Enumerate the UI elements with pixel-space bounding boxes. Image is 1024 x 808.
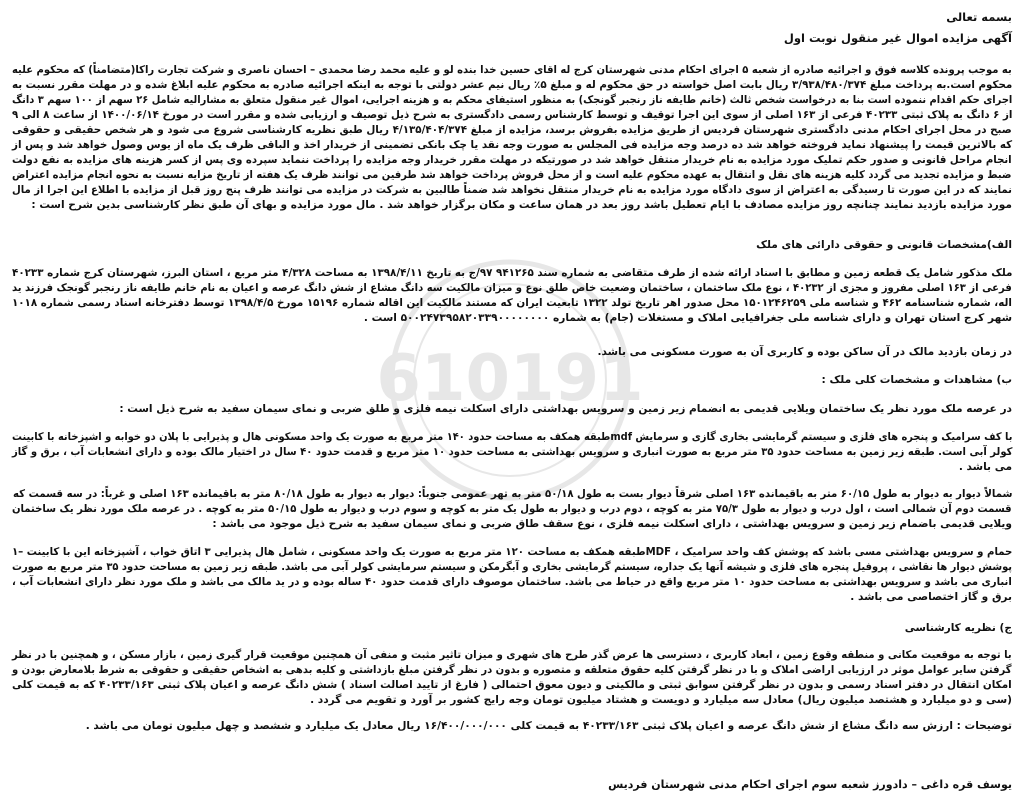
section-b-line: کولر آبی است. طبقه زیر زمین به مساحت حدود ۳۵ متر مربع به صورت انباری و سرویس بهداشتی به مساحت حدود ۱۰ متر مربع و قدمت حدود ۴۰ سال در اختیار مالک بوده و دارای انشعابات آب ، برق و گاز bbox=[11, 446, 1012, 458]
section-b-line: می باشد . bbox=[958, 461, 1012, 473]
section-b-line: ویلایی قدیمی باضمام زیر زمین و سرویس بهداشتی ، دارای اسکلت نیمه فلزی ، نوع سقف طاق ضربی و نمای سیمان سفید به شرح ذیل موجود می باشد : bbox=[212, 518, 1012, 530]
intro-line: اجرای حکم اقدام ننموده است بنا به درخواست شخص ثالث (خانم طایفه ناز رنجبر گونجک) به منظور استیفای محکم به و هزینه اجرایی، اموال غیر منقول متعلق به مشارالیه شامل ۲۶ سهم از ۱۰۰ سهم ۳ دانگ bbox=[11, 94, 1012, 106]
section-c-line: با توجه به موقعیت مکانی و منطقه وقوع زمین ، ابعاد کاربری ، دسترسی ها عرض گذر طرح های شهری و میزان تاثیر مثبت و منفی آن همچنین موقعیت قرار گیری زمین ، بازار مسکن ، و همچنین با در نظر bbox=[12, 649, 1012, 661]
intro-line: محکوم است.به پرداخت مبلغ ۳/۹۳۸/۴۸۰/۳۷۴ ریال بابت اصل خواسته در حق محکوم له و مبلغ ۵٪ ریال نیم عشر دولتی با توجه به اینکه اجرائیه صادره به محکوم علیه ابلاغ شده و در مهلت مقرر نسبت به bbox=[11, 79, 1012, 91]
section-a-line: ملک مذکور شامل یک قطعه زمین و مطابق با اسناد ارائه شده از طرف متقاضی به شماره سند ۹۴۱۲۶۵ ۹۷/ج به تاریخ ۱۳۹۸/۴/۱۱ به مساحت ۴/۳۲۸ متر مربع ، استان البرز، شهرستان کرج شماره ۴۰۲۳۳ bbox=[11, 267, 1012, 279]
section-a-line: اله، شماره شناسنامه ۴۶۲ و شناسه ملی ۱۵۰۱۲۴۶۲۵۹ محل صدور اهر تاریخ تولد ۱۳۲۲ تابعیت ایران که مستند مالکیت این اقاله شماره ۱۵۱۹۶ مورخ ۱۳۹۸/۴/۵ توسط دفترخانه اسناد رسمی شماره ۱۰۱۸ bbox=[12, 297, 1012, 309]
section-b-line: برق و گاز اختصاصی می باشد . bbox=[850, 591, 1012, 603]
basmala: بسمه تعالی bbox=[946, 10, 1012, 24]
section-a-line: فرعی از ۱۶۳ اصلی مفروز و مجزی از ۴۰۲۳۲ ، نوع ملک ساختمان ، ساختمان وضعیت خاص طلق نوع و میزان مالکیت سه دانگ مشاع از شش دانگ عرصه و اعیان به نام خانم طایفه ناز رنجبر گونجک فرزند ید bbox=[12, 282, 1012, 294]
intro-line: که بالاترین قیمت را پیشنهاد نماید فروخته خواهد شد ده درصد وجه مزایده فی المجلس به صورت وجه نقد یا چک بانکی تضمینی از خریدار اخذ و الباقی ظرف یک ماه از یوس وصول خواهد شد و پس از bbox=[11, 139, 1012, 151]
section-b-heading: ب) مشاهدات و مشخصات کلی ملک : bbox=[821, 374, 1012, 386]
intro-line: نمایند که در این صورت تا رسیدگی به اعتراض از سوی دادگاه مورد مزایده به نام خریدار منتقل نخواهد شد ضمناً طالبین به شرکت در مزایده می توانند ظرف پنج روز قبل از مزایده با اطلاع این اجرا از مال bbox=[12, 184, 1012, 196]
section-c-heading: ج) نظریه کارشناسی bbox=[904, 622, 1012, 634]
watermark-number: 610191 bbox=[376, 342, 644, 416]
visit-note: در زمان بازدید مالک در آن ساکن بوده و کاربری آن به صورت مسکونی می باشد. bbox=[597, 346, 1012, 358]
section-b-line: پوشش دیوار ها نقاشی ، پروفیل پنجره های فلزی و شیشه آنها یک جداره، سیستم گرمایشی بخاری و آبگرمکن و سیستم سرمایشی کولر آبی می باشد. طبقه زیر زمین به مساحت حدود ۳۵ متر مربع به صورت bbox=[11, 561, 1012, 573]
section-b-line: در عرصه ملک مورد نظر یک ساختمان ویلایی قدیمی به انضمام زیر زمین و سرویس بهداشتی دارای اسکلت نیمه فلزی و طلق ضربی و نمای سیمان سفید به شرح ذیل است : bbox=[119, 403, 1012, 415]
intro-line: انجام مراحل قانونی و صدور حکم تملیک مورد مزایده به نام خریدار منتقل خواهد شد در صورتیکه در مهلت مقرر خریدار وجه مزایده را پرداخت ننماید سپرده وی پس از کسر هزینه های مزایده به نفع دولت bbox=[12, 154, 1012, 166]
signature-line: یوسف قره داغی – دادورز شعبه سوم اجرای احکام مدنی شهرستان فردیس bbox=[608, 778, 1012, 791]
section-c-line: گرفتن سایر عوامل موثر در ارزیابی اراضی املاک و با در نظر گرفتن کلیه حقوق متعلقه و متصوره و بدون در نظر گرفتن مبلغ بازداشتی و کلیه بدهی به اشخاص حقیقی و حقوقی به شرط بلامعارض بودن و bbox=[12, 664, 1012, 676]
intro-line: به موجب پرونده کلاسه فوق و اجرائیه صادره از شعبه ۵ اجرای احکام مدنی شهرستان کرج له اقای حسین خدا بنده لو و علیه محمد رضا محمدی – احسان ناصری و شرکت تجارت راکا(متضامناً) که محکوم علیه bbox=[12, 64, 1012, 76]
conclusion-text: توضیحات : ارزش سه دانگ مشاع از شش دانگ عرصه و اعیان پلاک ثبتی ۴۰۲۳۳/۱۶۳ به قیمت کلی ۱۶/۴۰۰/۰۰۰/۰۰۰ ریال معادل یک میلیارد و ششصد و چهل میلیون تومان می باشد . bbox=[85, 720, 1012, 732]
section-b-line: حمام و سرویس بهداشتی مسی باشد که پوشش کف واحد سرامیک ، MDFطبقه همکف به مساحت ۱۲۰ متر مربع به صورت یک واحد مسکونی ، شامل هال پذیرایی ۳ اتاق خواب ، آشپزخانه این با کابینت –۱ bbox=[11, 546, 1012, 558]
intro-line: مورد مزایده بازدید نمایند چنانچه روز مزایده مصادف با ایام تعطیل باشد روز بعد در همان ساعت و مکان برگزار خواهد شد . مال مورد مزایده و بهای آن طبق نظر کارشناسی بدین شرح است : bbox=[31, 199, 1012, 211]
intro-line: صبح در محل اجرای احکام مدنی دادگستری شهرستان فردیس از طریق مزایده بفروش برسد، مزایده از مبلغ ۴/۱۳۵/۴۰۴/۳۷۴ ریال طبق نظریه کارشناسی شروع می شود و هر شخص حقیقی و حقوقی bbox=[12, 124, 1012, 136]
notice-title: آگهی مزایده اموال غیر منقول نوبت اول bbox=[783, 31, 1012, 45]
intro-line: از ۶ دانگ به پلاک ثبتی ۴۰۲۳۳ فرعی از ۱۶۳ اصلی از سوی این اجرا توقیف و توسط کارشناس رسمی دادگستری به شرح ذیل توصیف و ارزیابی شده و مقرر است در مورخ ۱۴۰۰/۰۶/۱۴ از ساعت ۸ الی ۹ bbox=[11, 109, 1012, 121]
section-a-heading: الف)مشخصات قانونی و حقوقی دارائی های ملک bbox=[756, 239, 1012, 251]
section-b-line: با کف سرامیک و پنجره های فلزی و سیستم گرمایشی بخاری گازی و سرمایش mdfطبقه همکف به مساحت حدود ۱۴۰ متر مربع به صورت یک واحد مسکونی هال و پذیرایی با پلان دو خوابه و اشپزخانه با کابینت bbox=[11, 431, 1012, 443]
intro-line: ضبط و مزایده تجدید می گردد کلیه هزینه های نقل و انتقال به عهده محکوم علیه است و از محل فروش پرداخت خواهد شد طرفین می توانند ظرف یک هفته از تاریخ مزایه نسبت به نحوه انجام مزایده اعتراض bbox=[12, 169, 1012, 181]
section-b-line: انباری می باشد و سرویس بهداشتی به مساحت حدود ۱۰ متر مربع واقع در حیاط می باشد. ساختمان موصوف دارای قدمت حدود ۴۰ ساله بوده و در ید مالک می باشد و ملک مورد نظر دارای انشعابات آب ، bbox=[12, 576, 1012, 588]
section-b-line: شمالاً دیوار به دیوار به طول ۶۰/۱۵ متر به باقیمانده ۱۶۳ اصلی شرقاً دیوار بست به طول ۵۰/۱۸ متر به تهر عمومی جنوباً: دیوار به دیوار به طول ۸۰/۱۸ متر به باقیمانده ۱۶۳ اصلی و غرباً: در سه قسمت که bbox=[12, 488, 1012, 500]
section-c-line: امکان انتقال در دفتر اسناد رسمی و بدون در نظر گرفتن سوابق ثبتی و مالکیتی و دیون معوق احتمالی ( فارغ از تایید اصالت اسناد ) شش دانگ عرصه و اعیان پلاک ثبتی ۴۰۲۳۳/۱۶۳ که به قیمت کلی bbox=[12, 679, 1013, 691]
section-a-line: شهر کرج استان تهران و دارای شناسه ملی جغرافیایی املاک و مستغلات (جام) به شماره ۵۰۰۲۴۷۳۹۵۸۲۰۳۳۹۰۰۰۰۰۰۰۰ است . bbox=[363, 312, 1012, 324]
section-c-line: (سی و دو میلیارد و هشتصد میلیون ریال) معادل سه میلیارد و دویست و هشتاد میلیون تومان وجه رایج کشور بر آورد و تقویم می گردد . bbox=[310, 694, 1012, 706]
section-b-line: قسمت دوم آن شمالی است ، اول درب و دیوار به طول ۷۵/۳ متر به کوچه ، دوم درب و دیوار به طول یک متر به کوچه و سوم درب و دیوار به طول ۵۰/۱۵ متر به کوچه . در عرصه ملک مورد نظر یک ساختمان bbox=[12, 503, 1012, 515]
